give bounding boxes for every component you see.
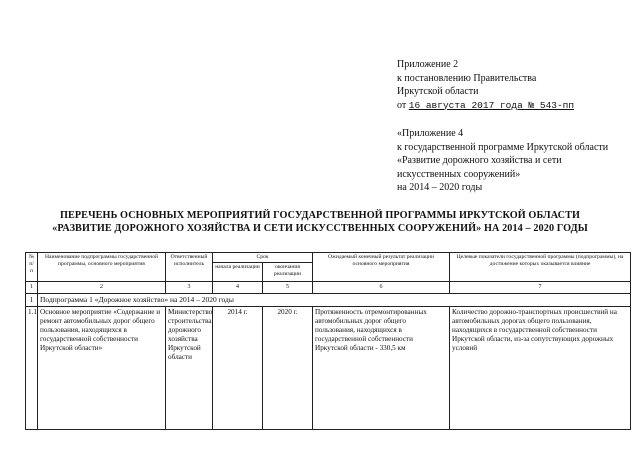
table-row xyxy=(26,307,631,430)
col-number: 7 xyxy=(450,282,631,294)
annex-4-label: «Приложение 4 xyxy=(397,128,464,139)
header-name: Наименование подпрограммы государственной программы, основного мероприятия xyxy=(38,253,166,282)
header-term-start: начала реализации xyxy=(213,263,263,282)
subprogram-title: Подпрограмма 1 «Дорожное хозяйство» на 2014 – 2020 годы xyxy=(38,294,631,307)
annex-2-decree: к постановлению Правительства xyxy=(397,72,537,84)
annex-2-region: Иркутской области xyxy=(397,86,479,97)
title-line-2: «РАЗВИТИЕ ДОРОЖНОГО ХОЗЯЙСТВА И СЕТИ ИСКУССТВЕННЫХ СООРУЖЕНИЙ» НА 2014 – 2020 ГОДЫ xyxy=(52,223,588,234)
row-indicators: Количество дорожно-транспортных происшествий на автомобильных дорогах общего пользования, находящихся в государственной собственности Иркутской области, из-за сопутствующих дорожных условий xyxy=(450,307,631,430)
col-number: 3 xyxy=(166,282,213,294)
header-executor: Ответственный исполнитель xyxy=(166,253,213,282)
row-executor: Министерство строительства, дорожного хозяйства Иркутской области xyxy=(166,307,213,430)
col-number: 4 xyxy=(213,282,263,294)
row-end: 2020 г. xyxy=(263,307,313,430)
annex-4-years: на 2014 – 2020 годы xyxy=(397,182,483,193)
activities-table xyxy=(25,252,631,430)
header-term-end: окончания реализации xyxy=(263,263,313,282)
annex-2-block xyxy=(397,58,574,112)
row-activity-name: Основное мероприятие «Содержание и ремонт автомобильных дорог общего пользования, находящихся в государственной собственности Иркутской области» xyxy=(38,307,166,430)
annex-4-program: к государственной программе Иркутской области xyxy=(397,141,609,153)
header-result: Ожидаемый конечный результат реализации основного мероприятия xyxy=(313,253,450,282)
table-header-row xyxy=(26,253,631,263)
header-indicators: Целевые показатели государственной программы (подпрограммы), на достижение которых оказывается влияние xyxy=(450,253,631,282)
annex-2-date-line xyxy=(397,99,574,113)
title-line-1: ПЕРЕЧЕНЬ ОСНОВНЫХ МЕРОПРИЯТИЙ ГОСУДАРСТВЕННОЙ ПРОГРАММЫ ИРКУТСКОЙ ОБЛАСТИ xyxy=(59,210,581,221)
col-number: 2 xyxy=(38,282,166,294)
col-number: 6 xyxy=(313,282,450,294)
header-term: Срок xyxy=(213,253,313,263)
col-number: 1 xyxy=(26,282,38,294)
annex-2-label: Приложение 2 xyxy=(397,59,459,70)
row-result: Протяженность отремонтированных автомобильных дорог общего пользования, находящихся в государственной собственности Иркутской области - 330,5 км xyxy=(313,307,450,430)
annex-4-program-name-2: искусственных сооружений» xyxy=(397,168,521,180)
subprogram-num: 1 xyxy=(26,294,38,307)
annex-4-program-name-1: «Развитие дорожного хозяйства и сети xyxy=(397,155,562,166)
annex-2-date: 16 августа 2017 года № 543-пп xyxy=(408,99,575,111)
annex-2-from: от xyxy=(397,99,407,111)
col-number: 5 xyxy=(263,282,313,294)
annex-4-block xyxy=(397,127,608,195)
column-numbers-row xyxy=(26,282,631,294)
row-num: 1.1 xyxy=(26,307,38,430)
subprogram-row xyxy=(26,294,631,307)
row-start: 2014 г. xyxy=(213,307,263,430)
header-num: № п/п xyxy=(26,253,38,282)
document-title xyxy=(30,209,610,235)
